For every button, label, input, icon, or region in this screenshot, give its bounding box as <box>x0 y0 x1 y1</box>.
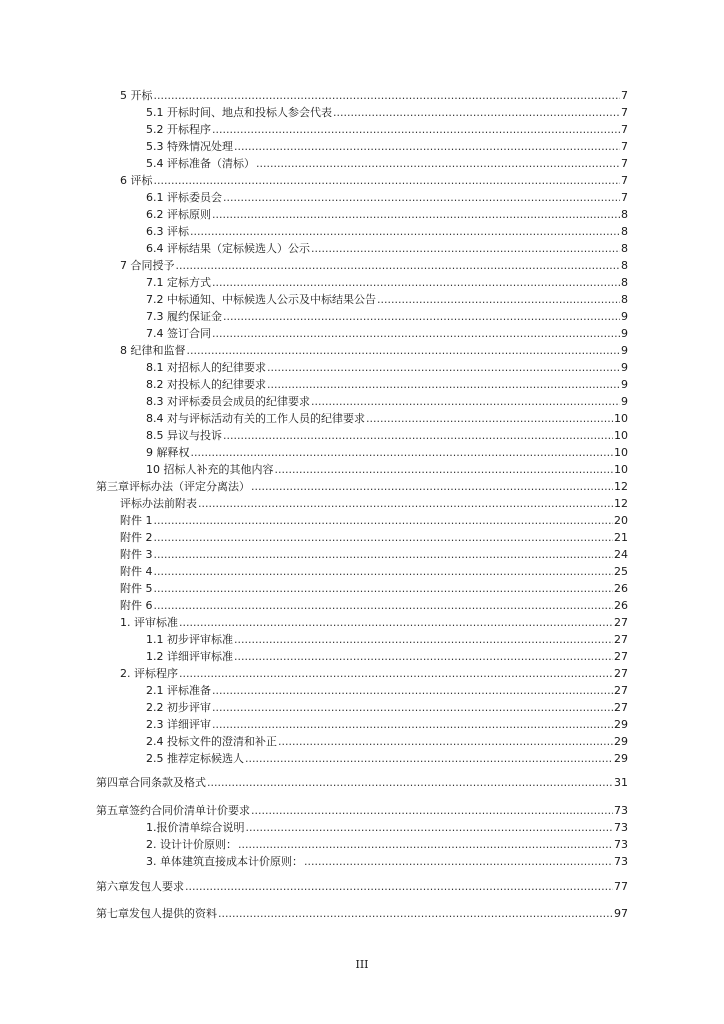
toc-entry[interactable] <box>146 735 628 749</box>
toc-dot-leader <box>185 880 613 894</box>
toc-dot-leader <box>212 327 620 341</box>
toc-entry-label: 评标办法前附表 <box>120 497 197 510</box>
toc-entry-page: 21 <box>614 531 628 544</box>
toc-dot-leader <box>311 242 620 256</box>
toc-dot-leader <box>251 804 613 818</box>
toc-entry-label: 5.3 特殊情况处理 <box>146 140 233 153</box>
toc-entry-page: 9 <box>621 344 628 357</box>
toc-entry-label: 1.报价清单综合说明 <box>146 821 245 834</box>
toc-entry-label: 6.4 评标结果（定标候选人）公示 <box>146 242 310 255</box>
toc-entry-label: 6 评标 <box>120 174 153 187</box>
toc-dot-leader <box>154 599 614 613</box>
toc-entry-label: 5.2 开标程序 <box>146 123 211 136</box>
toc-entry-label: 8.2 对投标人的纪律要求 <box>146 378 266 391</box>
toc-entry[interactable] <box>146 855 628 869</box>
toc-dot-leader <box>223 429 613 443</box>
toc-dot-leader <box>234 633 613 647</box>
toc-entry-label: 8.3 对评标委员会成员的纪律要求 <box>146 395 310 408</box>
toc-entry-label: 第四章合同条款及格式 <box>96 776 206 789</box>
toc-entry-page: 29 <box>614 752 628 765</box>
toc-entry-page: 7 <box>621 157 628 170</box>
toc-entry-page: 27 <box>614 667 628 680</box>
toc-entry[interactable] <box>146 650 628 664</box>
toc-entry[interactable] <box>120 599 628 613</box>
toc-entry-label: 第六章发包人要求 <box>96 880 184 893</box>
toc-entry-label: 8.1 对招标人的纪律要求 <box>146 361 266 374</box>
toc-dot-leader <box>366 412 613 426</box>
toc-entry-label: 1. 评审标准 <box>120 616 178 629</box>
toc-entry[interactable] <box>146 684 628 698</box>
toc-entry-label: 2.3 详细评审 <box>146 718 211 731</box>
page-number: III <box>355 958 369 971</box>
toc-entry-label: 第三章评标办法（评定分离法） <box>96 480 250 493</box>
toc-dot-leader <box>223 310 620 324</box>
toc-dot-leader <box>187 344 621 358</box>
toc-dot-leader <box>190 225 620 239</box>
toc-entry[interactable] <box>96 480 628 494</box>
toc-dot-leader <box>212 684 613 698</box>
toc-entry[interactable] <box>146 838 628 852</box>
toc-entry-label: 附件 6 <box>120 599 153 612</box>
toc-entry-page: 7 <box>621 140 628 153</box>
toc-dot-leader <box>275 463 614 477</box>
toc-entry-label: 第七章发包人提供的资料 <box>96 907 217 920</box>
toc-entry[interactable] <box>146 429 628 443</box>
toc-entry[interactable] <box>120 174 628 188</box>
toc-entry-label: 2.1 评标准备 <box>146 684 211 697</box>
toc-entry-label: 附件 4 <box>120 565 153 578</box>
toc-entry[interactable] <box>146 225 628 239</box>
toc-dot-leader <box>218 907 613 921</box>
toc-entry[interactable] <box>120 89 628 103</box>
toc-entry-page: 12 <box>614 497 628 510</box>
toc-entry-page: 9 <box>621 395 628 408</box>
toc-dot-leader <box>154 531 614 545</box>
toc-entry-page: 27 <box>614 650 628 663</box>
toc-dot-leader <box>333 106 620 120</box>
toc-entry-label: 8 纪律和监督 <box>120 344 186 357</box>
toc-entry-label: 2.2 初步评审 <box>146 701 211 714</box>
toc-dot-leader <box>154 548 614 562</box>
toc-entry[interactable] <box>120 344 628 358</box>
toc-entry-page: 8 <box>621 276 628 289</box>
toc-entry-label: 6.3 评标 <box>146 225 189 238</box>
toc-entry-page: 27 <box>614 616 628 629</box>
toc-entry-page: 10 <box>614 412 628 425</box>
toc-entry-page: 8 <box>621 242 628 255</box>
toc-dot-leader <box>154 582 614 596</box>
toc-entry[interactable] <box>146 157 628 171</box>
toc-entry-label: 9 解释权 <box>146 446 190 459</box>
toc-entry-page: 27 <box>614 633 628 646</box>
toc-entry-page: 97 <box>614 907 628 920</box>
toc-entry-page: 8 <box>621 225 628 238</box>
toc-dot-leader <box>223 191 620 205</box>
toc-dot-leader <box>154 514 614 528</box>
toc-dot-leader <box>238 838 613 852</box>
toc-dot-leader <box>212 123 620 137</box>
toc-entry-page: 7 <box>621 191 628 204</box>
toc-entry-page: 7 <box>621 123 628 136</box>
toc-entry[interactable] <box>146 821 628 835</box>
toc-entry[interactable] <box>146 378 628 392</box>
toc-entry-label: 2.5 推荐定标候选人 <box>146 752 244 765</box>
toc-entry-page: 10 <box>614 463 628 476</box>
toc-entry-label: 2.4 投标文件的澄清和补正 <box>146 735 277 748</box>
toc-entry-page: 12 <box>614 480 628 493</box>
toc-dot-leader <box>198 497 613 511</box>
toc-entry-label: 5.1 开标时间、地点和投标人参会代表 <box>146 106 332 119</box>
toc-entry[interactable] <box>146 310 628 324</box>
toc-entry-page: 7 <box>621 106 628 119</box>
toc-entry-page: 27 <box>614 701 628 714</box>
toc-entry-page: 7 <box>621 174 628 187</box>
toc-entry-label: 5 开标 <box>120 89 153 102</box>
toc-entry-page: 8 <box>621 293 628 306</box>
toc-entry-page: 8 <box>621 259 628 272</box>
toc-entry[interactable] <box>120 616 628 630</box>
toc-entry[interactable] <box>146 752 628 766</box>
toc-dot-leader <box>212 208 620 222</box>
toc-dot-leader <box>377 293 620 307</box>
toc-entry-page: 73 <box>614 855 628 868</box>
toc-entry[interactable] <box>120 667 628 681</box>
toc-entry-page: 20 <box>614 514 628 527</box>
toc-dot-leader <box>191 446 614 460</box>
toc-entry[interactable] <box>146 446 628 460</box>
toc-entry[interactable] <box>146 633 628 647</box>
toc-entry-page: 73 <box>614 821 628 834</box>
toc-dot-leader <box>256 157 620 171</box>
toc-entry-page: 25 <box>614 565 628 578</box>
toc-entry[interactable] <box>146 242 628 256</box>
toc-dot-leader <box>154 565 614 579</box>
toc-entry[interactable] <box>146 208 628 222</box>
toc-dot-leader <box>246 821 614 835</box>
toc-entry-page: 73 <box>614 838 628 851</box>
toc-entry-page: 8 <box>621 208 628 221</box>
toc-entry[interactable] <box>146 276 628 290</box>
toc-dot-leader <box>179 616 613 630</box>
toc-dot-leader <box>179 667 613 681</box>
toc-entry[interactable] <box>146 395 628 409</box>
toc-entry-page: 7 <box>621 89 628 102</box>
toc-entry-page: 9 <box>621 361 628 374</box>
toc-entry[interactable] <box>120 582 628 596</box>
toc-entry[interactable] <box>120 565 628 579</box>
toc-entry-page: 29 <box>614 735 628 748</box>
toc-dot-leader <box>234 650 613 664</box>
toc-entry-label: 7.1 定标方式 <box>146 276 211 289</box>
toc-entry-page: 10 <box>614 446 628 459</box>
toc-entry-page: 27 <box>614 684 628 697</box>
toc-entry-label: 3. 单体建筑直接成本计价原则： <box>146 855 303 868</box>
toc-entry-label: 2. 评标程序 <box>120 667 178 680</box>
toc-entry[interactable] <box>146 123 628 137</box>
toc-entry-page: 26 <box>614 599 628 612</box>
toc-entry-label: 附件 5 <box>120 582 153 595</box>
toc-entry[interactable] <box>146 718 628 732</box>
toc-entry-label: 附件 2 <box>120 531 153 544</box>
toc-dot-leader <box>207 776 613 790</box>
toc-entry-page: 24 <box>614 548 628 561</box>
toc-entry[interactable] <box>96 804 628 818</box>
toc-entry-label: 7.4 签订合同 <box>146 327 211 340</box>
toc-dot-leader <box>234 140 620 154</box>
toc-entry-page: 9 <box>621 310 628 323</box>
toc-entry[interactable] <box>120 514 628 528</box>
toc-entry-label: 1.1 初步评审标准 <box>146 633 233 646</box>
toc-dot-leader <box>154 89 621 103</box>
toc-entry-label: 7.2 中标通知、中标候选人公示及中标结果公告 <box>146 293 376 306</box>
toc-entry-label: 6.2 评标原则 <box>146 208 211 221</box>
toc-entry-label: 第五章签约合同价清单计价要求 <box>96 804 250 817</box>
toc-entry-label: 5.4 评标准备（清标） <box>146 157 255 170</box>
toc-entry[interactable] <box>146 140 628 154</box>
toc-entry-label: 8.4 对与评标活动有关的工作人员的纪律要求 <box>146 412 365 425</box>
toc-entry-label: 6.1 评标委员会 <box>146 191 222 204</box>
toc-entry-label: 2. 设计计价原则： <box>146 838 237 851</box>
toc-entry-label: 7.3 履约保证金 <box>146 310 222 323</box>
toc-entry-label: 7 合同授予 <box>120 259 175 272</box>
toc-entry[interactable] <box>120 497 628 511</box>
toc-entry[interactable] <box>120 531 628 545</box>
toc-entry-label: 10 招标人补充的其他内容 <box>146 463 274 476</box>
toc-entry[interactable] <box>146 293 628 307</box>
toc-entry-page: 9 <box>621 327 628 340</box>
toc-dot-leader <box>278 735 613 749</box>
toc-entry[interactable] <box>120 548 628 562</box>
toc-entry-label: 1.2 详细评审标准 <box>146 650 233 663</box>
toc-entry[interactable] <box>146 191 628 205</box>
toc-dot-leader <box>212 701 613 715</box>
toc-entry[interactable] <box>146 412 628 426</box>
toc-entry-label: 附件 1 <box>120 514 153 527</box>
toc-dot-leader <box>245 752 613 766</box>
toc-entry-page: 26 <box>614 582 628 595</box>
toc-entry[interactable] <box>120 259 628 273</box>
toc-entry[interactable] <box>96 776 628 790</box>
toc-entry-page: 9 <box>621 378 628 391</box>
toc-dot-leader <box>212 276 620 290</box>
toc-entry-page: 10 <box>614 429 628 442</box>
toc-entry-page: 29 <box>614 718 628 731</box>
toc-entry[interactable] <box>146 701 628 715</box>
toc-dot-leader <box>251 480 613 494</box>
toc-entry[interactable] <box>146 463 628 477</box>
toc-dot-leader <box>267 378 620 392</box>
toc-entry-page: 31 <box>614 776 628 789</box>
toc-dot-leader <box>212 718 613 732</box>
toc-dot-leader <box>154 174 621 188</box>
toc-entry[interactable] <box>146 327 628 341</box>
toc-entry-page: 73 <box>614 804 628 817</box>
toc-dot-leader <box>267 361 620 375</box>
toc-dot-leader <box>176 259 621 273</box>
toc-entry[interactable] <box>96 907 628 921</box>
toc-entry[interactable] <box>146 361 628 375</box>
toc-entry[interactable] <box>96 880 628 894</box>
toc-entry-label: 附件 3 <box>120 548 153 561</box>
toc-entry-label: 8.5 异议与投诉 <box>146 429 222 442</box>
toc-entry-page: 77 <box>614 880 628 893</box>
toc-dot-leader <box>311 395 620 409</box>
toc-entry[interactable] <box>146 106 628 120</box>
toc-dot-leader <box>304 855 613 869</box>
